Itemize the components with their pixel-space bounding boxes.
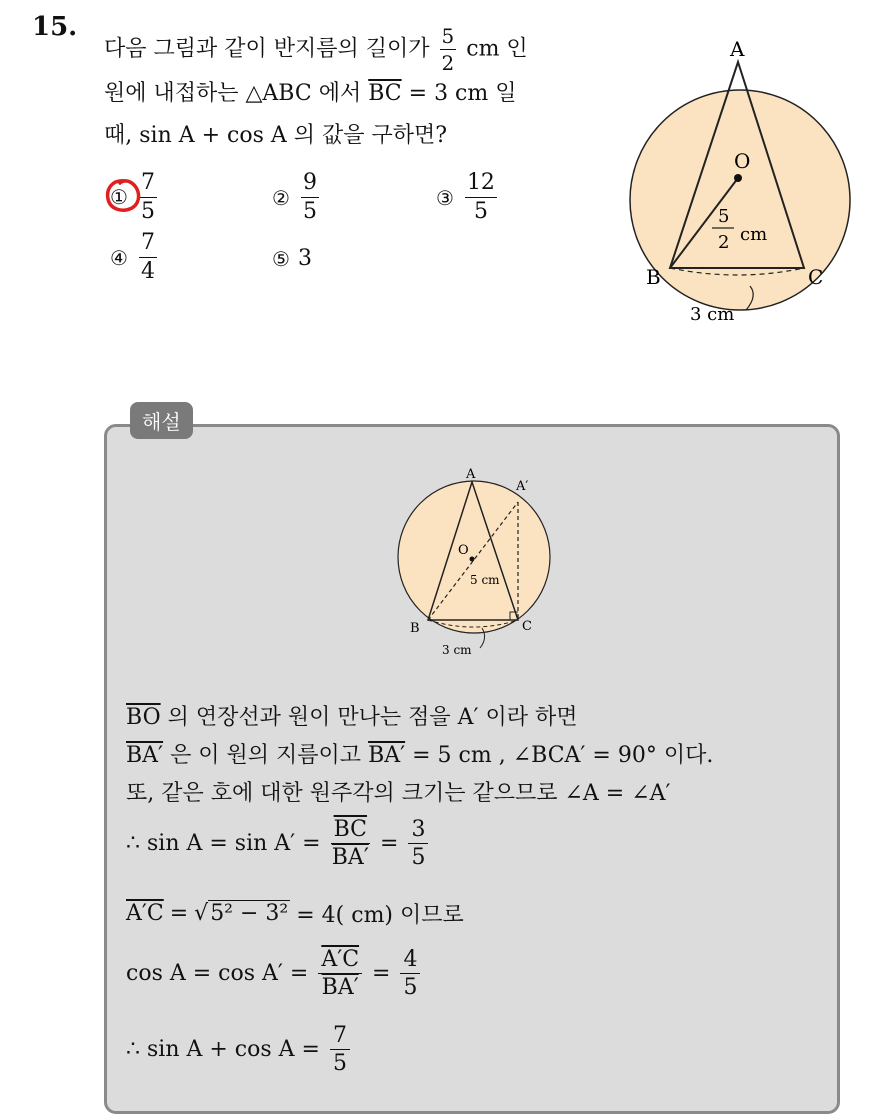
choice-value: 3: [297, 246, 312, 271]
segment-ba-prime: BA′: [368, 743, 406, 768]
choice-5[interactable]: [272, 246, 312, 271]
circumcircle: [398, 481, 550, 633]
choice-3[interactable]: [436, 172, 500, 223]
radius-numerator: 5: [718, 206, 730, 227]
choice-number: ①: [110, 185, 128, 209]
label-b: B: [646, 265, 661, 289]
stem-text: cm 인: [466, 36, 528, 62]
denominator: 5: [140, 199, 155, 224]
label-a-prime: A′: [516, 479, 529, 494]
explanation-line-1: [126, 700, 578, 731]
radicand: 5² − 3²: [210, 901, 289, 926]
segment-a-prime-c: A′C: [126, 901, 164, 926]
explanation-line-7: [126, 1024, 354, 1075]
choice-mark: [110, 185, 128, 210]
explanation-text: = 5 cm , ∠BCA′ = 90° 이다.: [412, 743, 714, 768]
label-o: O: [458, 543, 469, 558]
label-o: O: [734, 149, 751, 173]
segment-ba-prime: BA′: [126, 743, 164, 768]
denominator: BA′: [321, 975, 359, 1001]
fraction-ac-ba: [318, 948, 362, 999]
choice-fraction: [301, 172, 319, 223]
numerator: 7: [139, 232, 157, 258]
choice-1[interactable]: [110, 172, 160, 223]
numerator: 3: [408, 818, 428, 844]
denominator: 5: [403, 975, 418, 1001]
numerator: A′C: [318, 948, 362, 974]
equals-sign: =: [372, 961, 391, 987]
denominator: 4: [140, 259, 155, 284]
segment-bo: $\overline{BO}$: [126, 705, 161, 730]
fraction-result: [400, 948, 420, 999]
triangle-circle-figure: [610, 30, 860, 330]
explanation-figure: [390, 462, 560, 662]
equals-sign: =: [380, 831, 399, 857]
denominator: 5: [473, 199, 488, 224]
diameter-label: 5 cm: [470, 573, 500, 587]
stem-text: 원에 내접하는 △ABC 에서: [104, 81, 362, 106]
explanation-line-6: [126, 948, 424, 999]
label-a: A: [730, 37, 745, 61]
stem-line-3: 때, sin A + cos A 의 값을 구하면?: [104, 123, 448, 148]
numerator: 9: [301, 172, 319, 198]
explanation-line-5: [126, 898, 464, 929]
denominator: 5: [411, 845, 426, 871]
radius-fraction: [440, 26, 457, 73]
stem-text: = 3 cm 일: [408, 81, 517, 106]
numerator: 12: [465, 172, 497, 198]
explanation-text: ∴ sin A + cos A =: [126, 1037, 320, 1063]
radius-unit: cm: [740, 224, 768, 245]
explanation-line-4: [126, 818, 432, 869]
explanation-tag: 해설: [130, 402, 193, 439]
choice-fraction: [465, 172, 497, 223]
question-number: 15.: [32, 12, 78, 42]
bc-length-label: 3 cm: [442, 643, 472, 657]
numerator: 4: [400, 948, 420, 974]
choice-4[interactable]: [110, 232, 160, 283]
radius-denominator: 2: [718, 232, 730, 253]
center-o-point: [734, 174, 742, 182]
label-a: A: [466, 467, 476, 482]
denominator: 5: [332, 1051, 347, 1077]
choice-number: ④: [110, 245, 128, 270]
square-root: √5² − 3²: [194, 901, 289, 926]
explanation-text: 은 이 원의 지름이고: [170, 743, 362, 768]
label-c: C: [522, 619, 532, 634]
denominator: 5: [302, 199, 317, 224]
equals-sign: =: [169, 901, 189, 926]
question-stem: [104, 26, 594, 157]
numerator: $\overline{BC}$: [331, 818, 370, 844]
explanation-text: ∴ sin A = sin A′ =: [126, 831, 321, 857]
choice-number: ⑤: [272, 246, 290, 271]
choice-number: ②: [272, 185, 290, 210]
fraction-bc-ba: [331, 818, 370, 869]
final-answer-fraction: [330, 1024, 350, 1075]
choice-2[interactable]: [272, 172, 322, 223]
numerator: 7: [330, 1024, 350, 1050]
bc-length-label: 3 cm: [690, 304, 735, 325]
fraction-result: [408, 818, 428, 869]
explanation-text: = 4( cm) 이므로: [296, 903, 464, 928]
stem-line-2: [104, 73, 594, 115]
numerator: 7: [139, 172, 157, 198]
stem-line-1: [104, 26, 594, 73]
denominator: BA′: [331, 845, 369, 871]
radius-numerator: 5: [441, 24, 455, 48]
radius-denominator: 2: [441, 51, 455, 75]
explanation-line-3: 또, 같은 호에 대한 원주각의 크기는 같으므로 ∠A = ∠A′: [126, 781, 671, 806]
center-o-point: [470, 557, 475, 562]
explanation-text: 의 연장선과 원이 만나는 점을 A′ 이라 하면: [167, 705, 578, 730]
choice-number: ③: [436, 185, 454, 210]
explanation-text: cos A = cos A′ =: [126, 961, 309, 987]
selection-circle-icon: [102, 175, 146, 215]
label-b: B: [410, 621, 420, 636]
explanation-line-2: [126, 738, 713, 769]
choice-fraction: [139, 232, 157, 283]
label-c: C: [808, 265, 824, 289]
stem-text: 다음 그림과 같이 반지름의 길이가: [104, 36, 430, 62]
segment-bc: $\overline{BC}$: [368, 81, 402, 106]
